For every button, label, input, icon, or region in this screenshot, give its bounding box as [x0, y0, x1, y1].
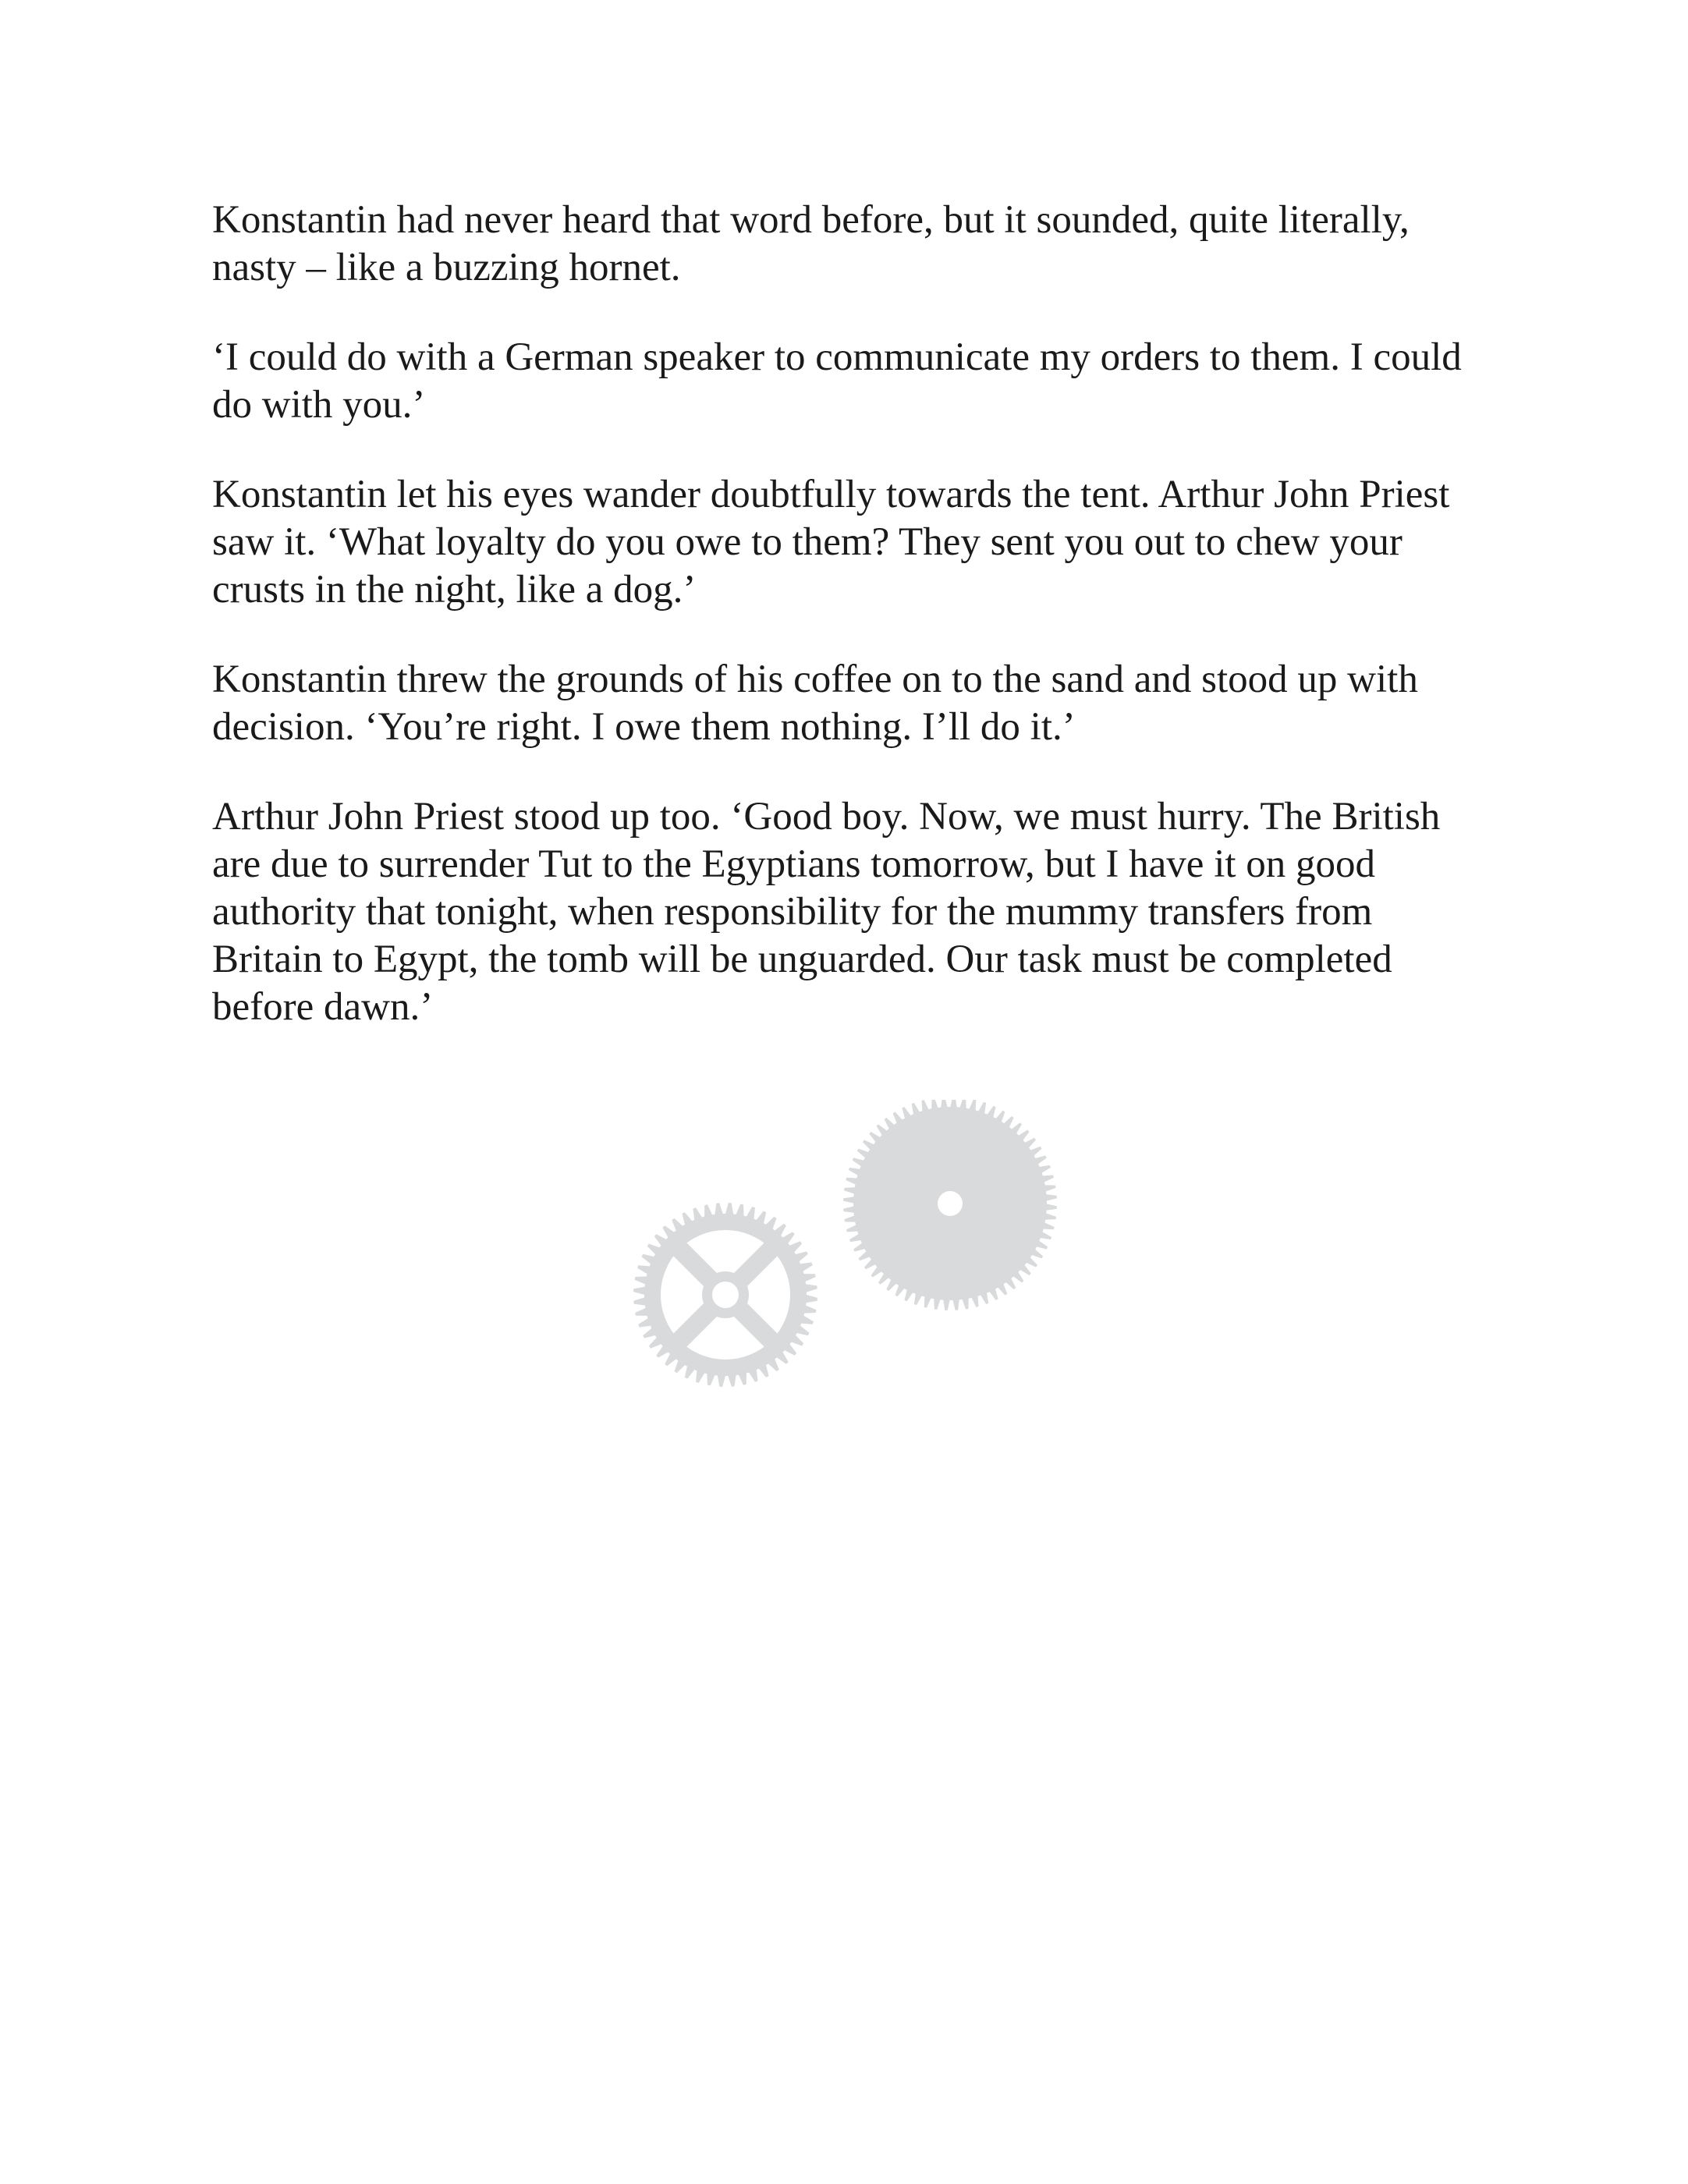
- gears-icon: [624, 1100, 1061, 1396]
- paragraph-2: ‘I could do with a German speaker to communicate my orders to them. I could do with you.’: [212, 335, 1462, 427]
- large-gear-icon: [843, 1100, 1057, 1310]
- paragraph-3: Konstantin let his eyes wander doubtfully towards the tent. Arthur John Priest saw it. ‘What loyalty do you owe to them? They sent you out to chew your crusts in the night, like a dog.’: [212, 473, 1450, 612]
- paragraph-5: Arthur John Priest stood up too. ‘Good boy. Now, we must hurry. The British are due to surrender Tut to the Egyptians tomorrow, but I have it on good authority that tonight, when responsibility for the mummy transfers from Britain to Egypt, the tomb will be unguarded. Our task must be completed before dawn.’: [212, 795, 1441, 1029]
- body-text: [212, 197, 1476, 1073]
- small-gear-icon: [633, 1203, 817, 1387]
- paragraph-4: Konstantin threw the grounds of his coffee on to the sand and stood up with decision. ‘You’re right. I owe them nothing. I’ll do it.’: [212, 658, 1418, 749]
- paragraph-1: Konstantin had never heard that word before, but it sounded, quite literally, nasty – like a buzzing hornet.: [212, 198, 1410, 289]
